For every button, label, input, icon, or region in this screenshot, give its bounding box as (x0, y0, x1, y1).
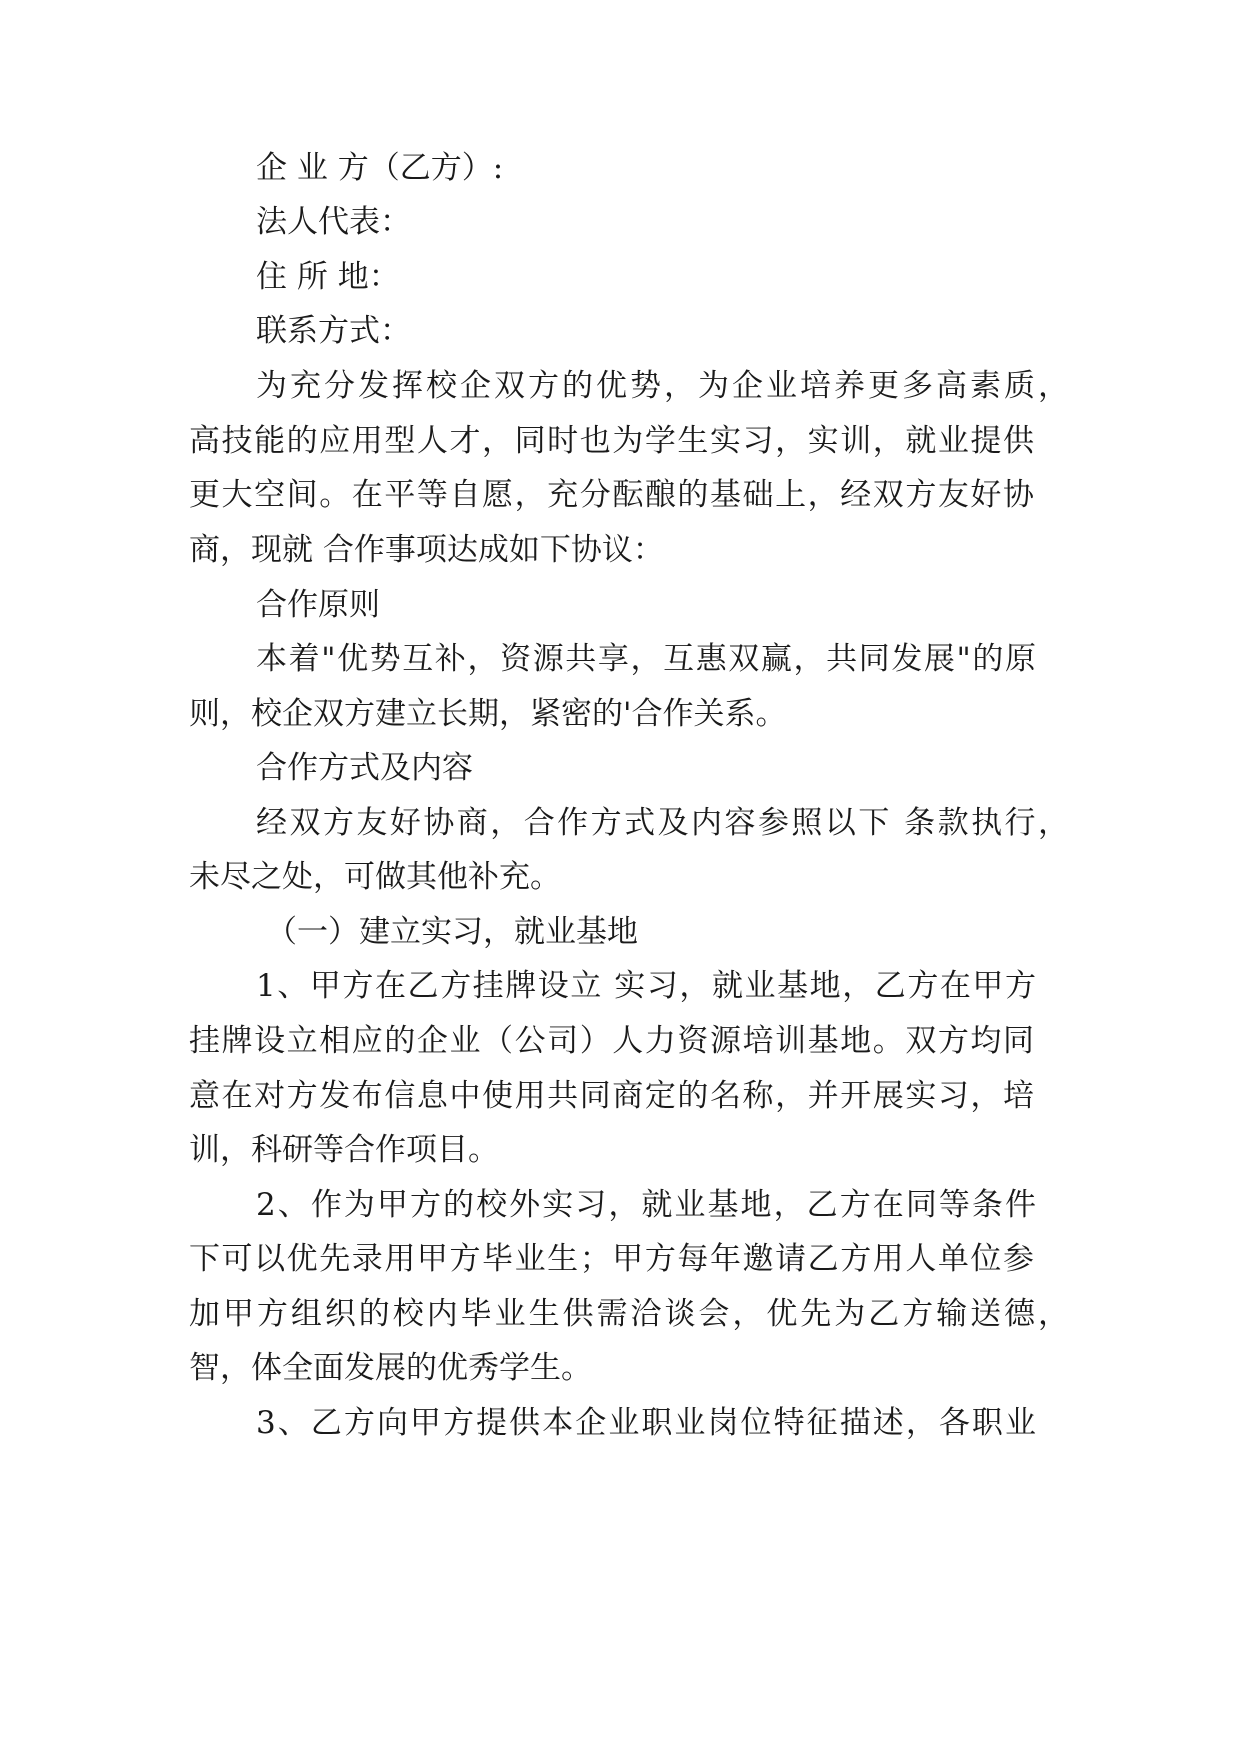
item-1-line: 1、甲方在乙方挂牌设立 实习，就业基地，乙方在甲方 (256, 968, 1036, 1004)
method-line: 未尽之处，可做其他补充。 (189, 859, 561, 895)
legal-rep-label: 法人代表： (256, 204, 411, 240)
method-line: 经双方友好协商，合作方式及内容参照以下 条款执行， (256, 805, 1069, 841)
section-title-method: 合作方式及内容 (256, 750, 473, 786)
subsection-title: （一）建立实习，就业基地 (266, 914, 638, 950)
principle-line: 本着"优势互补，资源共享，互惠双赢，共同发展"的原 (256, 641, 1036, 677)
item-2-line: 加甲方组织的校内毕业生供需洽谈会，优先为乙方输送德， (189, 1296, 1069, 1332)
item-3-line: 3、乙方向甲方提供本企业职业岗位特征描述，各职业 (256, 1405, 1036, 1441)
item-1-line: 意在对方发布信息中使用共同商定的名称，并开展实习，培 (189, 1078, 1034, 1114)
intro-line: 高技能的应用型人才，同时也为学生实习，实训，就业提供 (189, 423, 1034, 459)
party-b-label: 企 业 方（乙方）: (256, 150, 504, 186)
item-2-line: 下可以优先录用甲方毕业生；甲方每年邀请乙方用人单位参 (189, 1241, 1034, 1277)
item-1-line: 训，科研等合作项目。 (189, 1132, 499, 1168)
contact-label: 联系方式： (256, 313, 411, 349)
address-label: 住 所 地： (256, 259, 400, 295)
intro-line: 更大空间。在平等自愿，充分酝酿的基础上，经双方友好协 (189, 477, 1034, 513)
intro-line: 为充分发挥校企双方的优势，为企业培养更多高素质， (256, 368, 1069, 404)
section-title-principle: 合作原则 (256, 587, 380, 623)
item-1-line: 挂牌设立相应的企业（公司）人力资源培训基地。双方均同 (189, 1023, 1034, 1059)
item-2-line: 智，体全面发展的优秀学生。 (189, 1350, 592, 1386)
intro-line: 商，现就 合作事项达成如下协议： (189, 532, 664, 568)
item-2-line: 2、作为甲方的校外实习，就业基地，乙方在同等条件 (256, 1187, 1036, 1223)
principle-line: 则，校企双方建立长期，紧密的'合作关系。 (189, 696, 787, 732)
